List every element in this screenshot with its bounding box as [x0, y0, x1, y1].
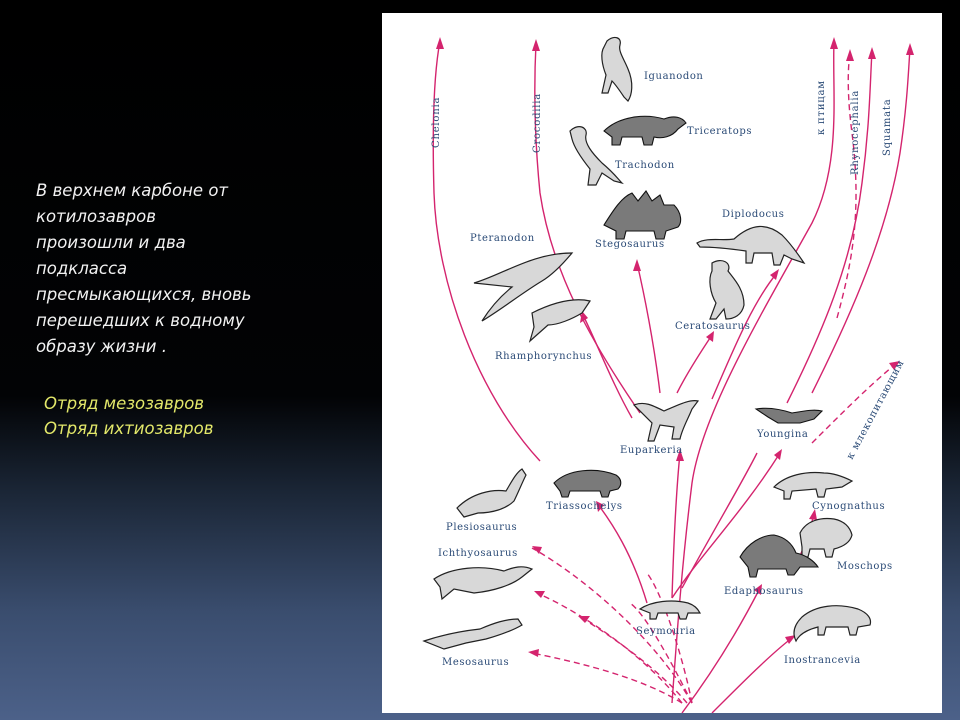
arrow-chelonia [436, 37, 444, 49]
arrow-birds [830, 37, 838, 49]
mesosaurus-figure [424, 619, 522, 649]
label-chelonia: Chelonia [431, 96, 442, 148]
arrow-diplodocus [770, 269, 779, 280]
arrow-stegosaurus [633, 259, 641, 271]
euparkeria-figure [634, 401, 698, 441]
youngina-figure [756, 408, 822, 423]
label-ceratosaurus: Ceratosaurus [675, 321, 751, 332]
arrow-d2 [528, 649, 539, 657]
dashed-4 [647, 573, 692, 703]
label-rhynocephalia: Rhynocephalia [850, 89, 861, 175]
branch-euparkeria [672, 453, 680, 598]
label-youngina: Youngina [757, 429, 809, 440]
order-ichthyosaurs: Отряд ихтиозавров [44, 419, 214, 438]
inostrancevia-figure [794, 606, 871, 641]
label-mesosaurus: Mesosaurus [442, 657, 510, 668]
paragraph-line: пресмыкающихся, вновь [36, 285, 252, 304]
label-moschops: Moschops [837, 561, 893, 572]
ceratosaurus-figure [710, 261, 744, 319]
seymouria-figure [640, 601, 700, 619]
paragraph-line: В верхнем карбоне от [36, 181, 229, 200]
label-euparkeria: Euparkeria [620, 445, 683, 456]
plesiosaurus-figure [457, 469, 526, 517]
paragraph-line: произошли и два [36, 233, 186, 252]
branch-birds [672, 41, 834, 703]
arrow-rhynocephalia [868, 47, 876, 59]
label-stegosaurus: Stegosaurus [595, 239, 665, 250]
paragraph-line: котилозавров [36, 207, 156, 226]
label-diplodocus: Diplodocus [722, 209, 785, 220]
cynognathus-figure [774, 473, 852, 499]
arrow-d1 [578, 616, 590, 623]
ichthyosaurus-figure [434, 567, 532, 599]
label-ichthyosaurus: Ichthyosaurus [438, 548, 518, 559]
order-mesosaurs: Отряд мезозавров [44, 394, 205, 413]
label-triceratops: Triceratops [687, 126, 753, 137]
paragraph-line: образу жизни . [36, 337, 168, 356]
lineage-labels [431, 80, 907, 461]
label-cynognathus: Cynognathus [812, 501, 886, 512]
label-squamata: Squamata [882, 98, 893, 156]
orders-list [44, 391, 213, 441]
arrow-ceratosaurus [706, 331, 714, 342]
branch-ceratosaurus [677, 335, 712, 393]
arrow-birds-dashed [846, 49, 854, 61]
label-triassochelys: Triassochelys [546, 501, 623, 512]
branch-chelonia [433, 41, 540, 461]
branch-pteranodon [582, 313, 632, 418]
arrow-d5 [534, 591, 545, 598]
label-rhamphorynchus: Rhamphorynchus [495, 351, 593, 362]
label-mammals: к млекопитающим [844, 358, 907, 462]
paragraph-line: подкласса [36, 259, 128, 278]
paragraph-line: перешедших к водному [36, 311, 245, 330]
branch-triassochelys [597, 503, 647, 603]
arrow-squamata [906, 43, 914, 55]
moschops-figure [800, 519, 852, 557]
stegosaurus-figure [604, 191, 681, 239]
diplodocus-figure [697, 226, 804, 265]
branch-inostrancevia [712, 638, 792, 713]
phylogeny-diagram [382, 13, 942, 713]
label-edaphosaurus: Edaphosaurus [724, 586, 804, 597]
iguanodon-figure [602, 38, 632, 101]
phylogeny-svg [382, 13, 942, 713]
label-crocodilia: Crocodilia [532, 92, 543, 153]
label-plesiosaurus: Plesiosaurus [446, 522, 518, 533]
slide-paragraph [36, 178, 366, 360]
label-pteranodon: Pteranodon [470, 233, 535, 244]
triassochelys-figure [554, 470, 621, 497]
arrow-crocodilia [532, 39, 540, 51]
arrow-youngina [774, 449, 782, 460]
label-birds: к птицам [816, 80, 827, 135]
label-trachodon: Trachodon [615, 160, 675, 171]
label-inostrancevia: Inostrancevia [784, 655, 861, 666]
label-seymouria: Seymouria [636, 626, 696, 637]
triceratops-figure [604, 116, 686, 145]
branch-stegosaurus [637, 263, 660, 393]
label-iguanodon: Iguanodon [644, 71, 704, 82]
